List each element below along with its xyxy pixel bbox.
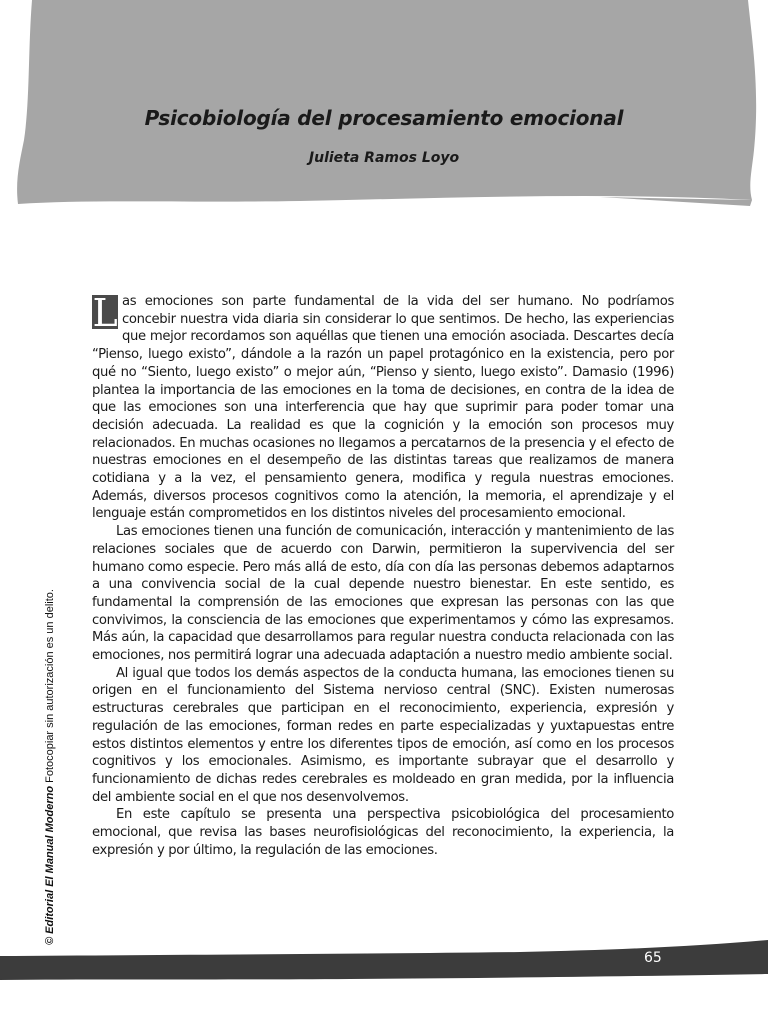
dropcap-letter: L xyxy=(92,291,118,335)
paragraph-3: Al igual que todos los demás aspectos de la conducta humana, las emociones tienen su origen en el funcionamiento del Sistema nervioso central (SNC). Existen numerosas estructuras cerebrales que participan en el reconocimiento, experiencia, expresión y regulación de las emociones, forman redes en parte especializadas y yuxtapuestas entre estos distintos elementos y entre los diferentes tipos de emoción, así como en los procesos cognitivos y los emocionales. Asimismo, es importante subrayar que el desarrollo y funcionamiento de dichas redes cerebrales es moldeado en gran medida, por la influencia del ambiente social en el que nos desenvolvemos. xyxy=(92,665,674,805)
chapter-author: Julieta Ramos Loyo xyxy=(308,150,460,166)
paragraph-4: En este capítulo se presenta una perspectiva psicobiológica del procesamiento emocional, que revisa las bases neurofisiológicas del reconocimiento, la experiencia, la expresión y por último, la regulación de las emociones. xyxy=(92,807,674,858)
chapter-body xyxy=(92,293,674,860)
paragraph-1 xyxy=(92,293,674,523)
dropcap xyxy=(92,291,118,335)
copy-notice: Fotocopiar sin autorización es un delito. xyxy=(44,589,56,783)
paragraph-2: Las emociones tienen una función de comunicación, interacción y mantenimiento de las relaciones sociales que de acuerdo con Darwin, permitieron la supervivencia del ser humano como especie. Pero más allá de esto, día con día las personas debemos adaptarnos a una convivencia social de la cual depende nuestro bienestar. En este sentido, es fundamental la comprensión de las emociones que expresan las personas con las que convivimos, la consciencia de las emociones que experimentamos y cómo las expresamos. Más aún, la capacidad que desarrollamos para regular nuestra conducta relacionada con las emociones, nos permitirá lograr una adecuada adaptación a nuestro medio ambiente social. xyxy=(92,524,674,664)
chapter-title: Psicobiología del procesamiento emocional xyxy=(144,106,624,130)
publisher-credit: © Editorial El Manual Moderno xyxy=(44,785,56,945)
copyright-side-note xyxy=(44,589,56,945)
paragraph-1-text: as emociones son parte fundamental de la vida del ser humano. No podríamos concebir nuestra vida diaria sin considerar lo que sentimos. De hecho, las experiencias que mejor recordamos son aquéllas que tienen una emoción asociada. Descartes decía “Pienso, luego existo”, dándole a la razón un papel protagónico en la existencia, pero por qué no “Siento, luego existo” o mejor aún, “Pienso y siento, luego existo”. Damasio (1996) plantea la importancia de las emociones en la toma de decisiones, en contra de la idea de que las emociones son una interferencia que hay que suprimir para poder tomar una decisión adecuada. La realidad es que la cognición y la emoción son procesos muy relacionados. En muchas ocasiones no llegamos a percatarnos de la presencia y el efecto de nuestras emociones en el desempeño de las distintas tareas que realizamos de manera cotidiana y a la vez, el pensamiento genera, modifica y regula nuestras emociones. Además, diversos procesos cognitivos como la atención, la memoria, el aprendizaje y el lenguaje están comprometidos en los distintos niveles del procesamiento emocional. xyxy=(92,294,674,522)
page-number: 65 xyxy=(644,950,662,966)
